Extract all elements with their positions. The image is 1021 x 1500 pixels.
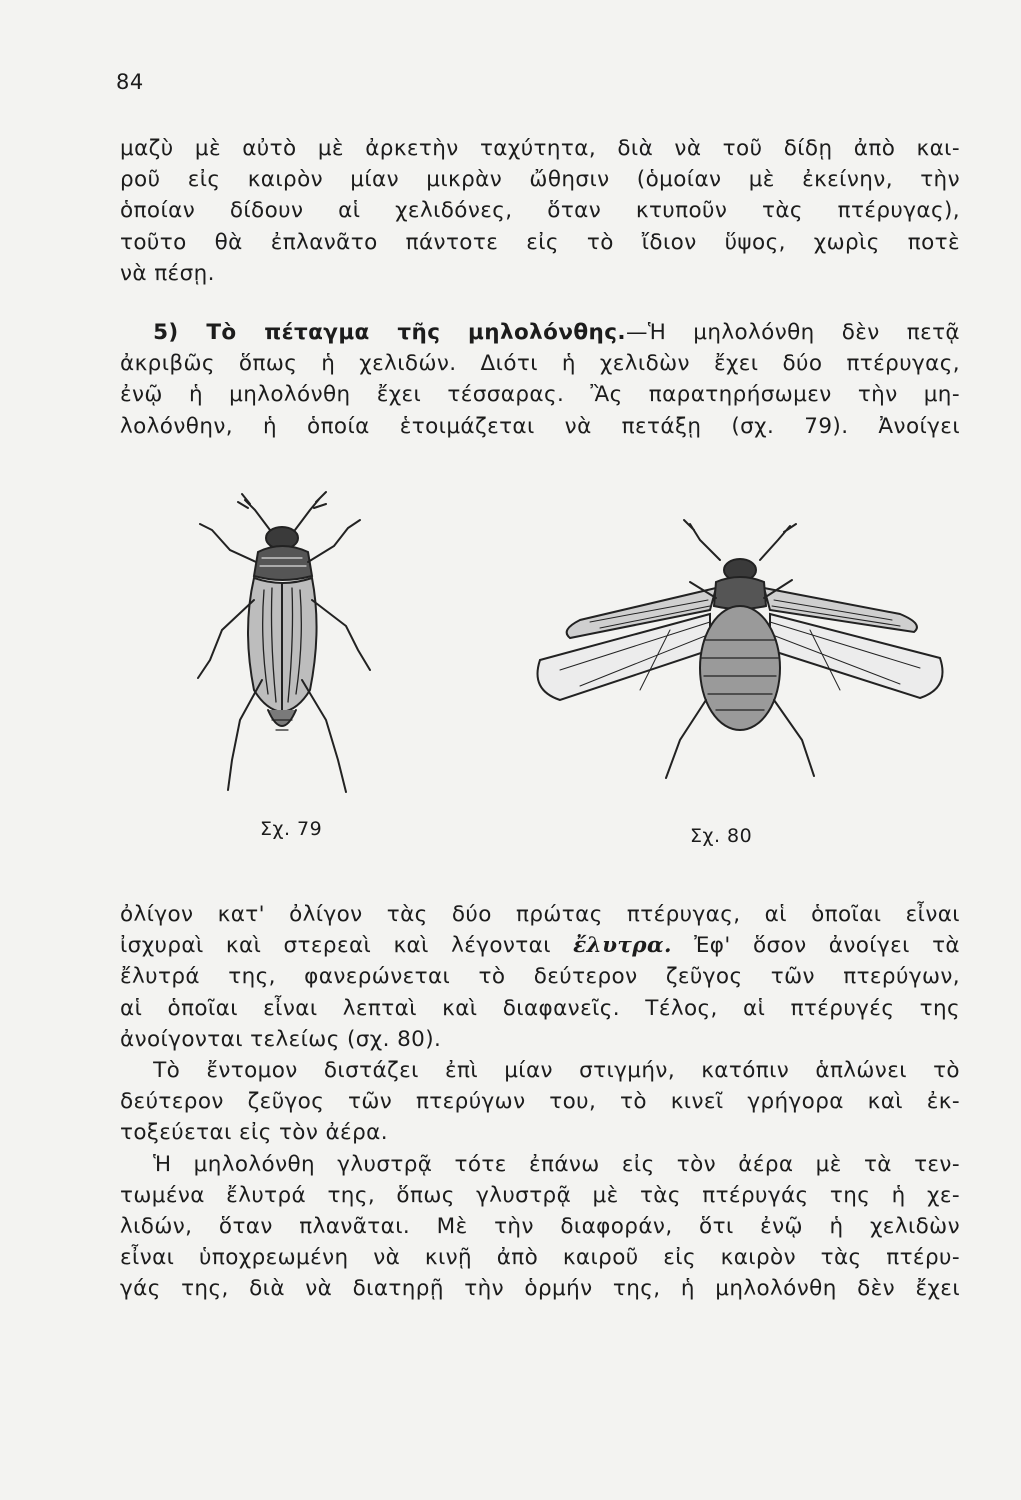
term-elytra: ἔλυτρα. (573, 933, 672, 959)
text-line (120, 1149, 960, 1180)
beetle-open-illustration (520, 510, 960, 800)
text-line: ἀνοίγονται τελείως (σχ. 80). (120, 1026, 442, 1052)
text-line: ἔλυτρά της, φανερώνεται τὸ δεύτερον ζεῦγος τῶν πτερύγων, (120, 964, 960, 990)
text-line: τοξεύεται εἰς τὸν ἀέρα. (120, 1120, 388, 1146)
figure-79-beetle-closed (170, 480, 400, 810)
text-line: τοῦτο θὰ ἐπλανᾶτο πάντοτε εἰς τὸ ἴδιον ὕψος, χωρὶς ποτὲ (120, 229, 960, 255)
page-number: 84 (116, 70, 144, 94)
body-text-lower (120, 899, 960, 1305)
text-line: εἶναι ὑποχρεωμένη νὰ κινῇ ἀπὸ καιροῦ εἰς καιρὸν τὰς πτέρυ- (120, 1245, 960, 1271)
text-fragment: ἰσχυραὶ καὶ στερεαὶ καὶ λέγονται (120, 933, 574, 959)
text-line: αἱ ὁποῖαι εἶναι λεπταὶ καὶ διαφανεῖς. Τέλος, αἱ πτέρυγές της (120, 995, 960, 1021)
text-fragment: Τὸ ἔντομον διστάζει ἐπὶ μίαν στιγμήν, κατόπιν ἁπλώνει τὸ (153, 1058, 960, 1084)
text-line: ἀκριβῶς ὅπως ἡ χελιδών. Διότι ἡ χελιδὼν ἔχει δύο πτέρυγας, (120, 351, 960, 377)
text-line: νὰ πέσῃ. (120, 260, 215, 286)
text-line: ἐνῷ ἡ μηλολόνθη ἔχει τέσσαρας. Ἂς παρατηρήσωμεν τὴν μη- (120, 382, 960, 408)
figure-79-caption: Σχ. 79 (260, 818, 323, 840)
paragraph-2 (120, 317, 960, 442)
text-line: ὀλίγον κατ' ὀλίγον τὰς δύο πρώτας πτέρυγας, αἱ ὁποῖαι εἶναι (120, 902, 960, 927)
text-line: δεύτερον ζεῦγος τῶν πτερύγων του, τὸ κινεῖ γρήγορα καὶ ἐκ- (120, 1089, 960, 1115)
text-fragment: Ἡ μηλολόνθη γλυστρᾷ τότε ἐπάνω εἰς τὸν ἀέρα μὲ τὰ τεν- (153, 1151, 960, 1177)
text-fragment: Ἐφ' ὅσον ἀνοίγει τὰ (671, 933, 960, 959)
text-line (120, 1055, 960, 1086)
paragraph-1 (120, 133, 960, 289)
figure-80-caption: Σχ. 80 (690, 825, 753, 847)
beetle-closed-illustration (170, 480, 400, 810)
text-line: γάς της, διὰ νὰ διατηρῇ τὴν ὁρμήν της, ἡ μηλολόνθη δὲν ἔχει (120, 1276, 960, 1302)
text-line (120, 930, 960, 961)
text-line: μαζὺ μὲ αὐτὸ μὲ ἀρκετὴν ταχύτητα, διὰ νὰ τοῦ δίδῃ ἀπὸ και- (120, 136, 960, 161)
section-heading: 5) Τὸ πέταγμα τῆς μηλολόνθης. (153, 320, 626, 345)
text-line: ὁποίαν δίδουν αἱ χελιδόνες, ὅταν κτυποῦν τὰς πτέρυγας), (120, 198, 960, 224)
text-fragment: —Ἡ μηλολόνθη δὲν πετᾷ (625, 320, 961, 345)
text-line (120, 317, 960, 348)
text-line: λιδών, ὅταν πλανᾶται. Μὲ τὴν διαφοράν, ὅτι ἐνῷ ἡ χελιδὼν (120, 1214, 960, 1240)
text-line: λολόνθην, ἡ ὁποία ἑτοιμάζεται νὰ πετάξῃ (σχ. 79). Ἀνοίγει (120, 413, 960, 439)
figure-80-beetle-open (520, 510, 960, 800)
text-line: ροῦ εἰς καιρὸν μίαν μικρὰν ὤθησιν (ὁμοίαν μὲ ἐκείνην, τὴν (120, 167, 960, 193)
text-line: τωμένα ἔλυτρά της, ὅπως γλυστρᾷ μὲ τὰς πτέρυγάς της ἡ χε- (120, 1182, 960, 1208)
